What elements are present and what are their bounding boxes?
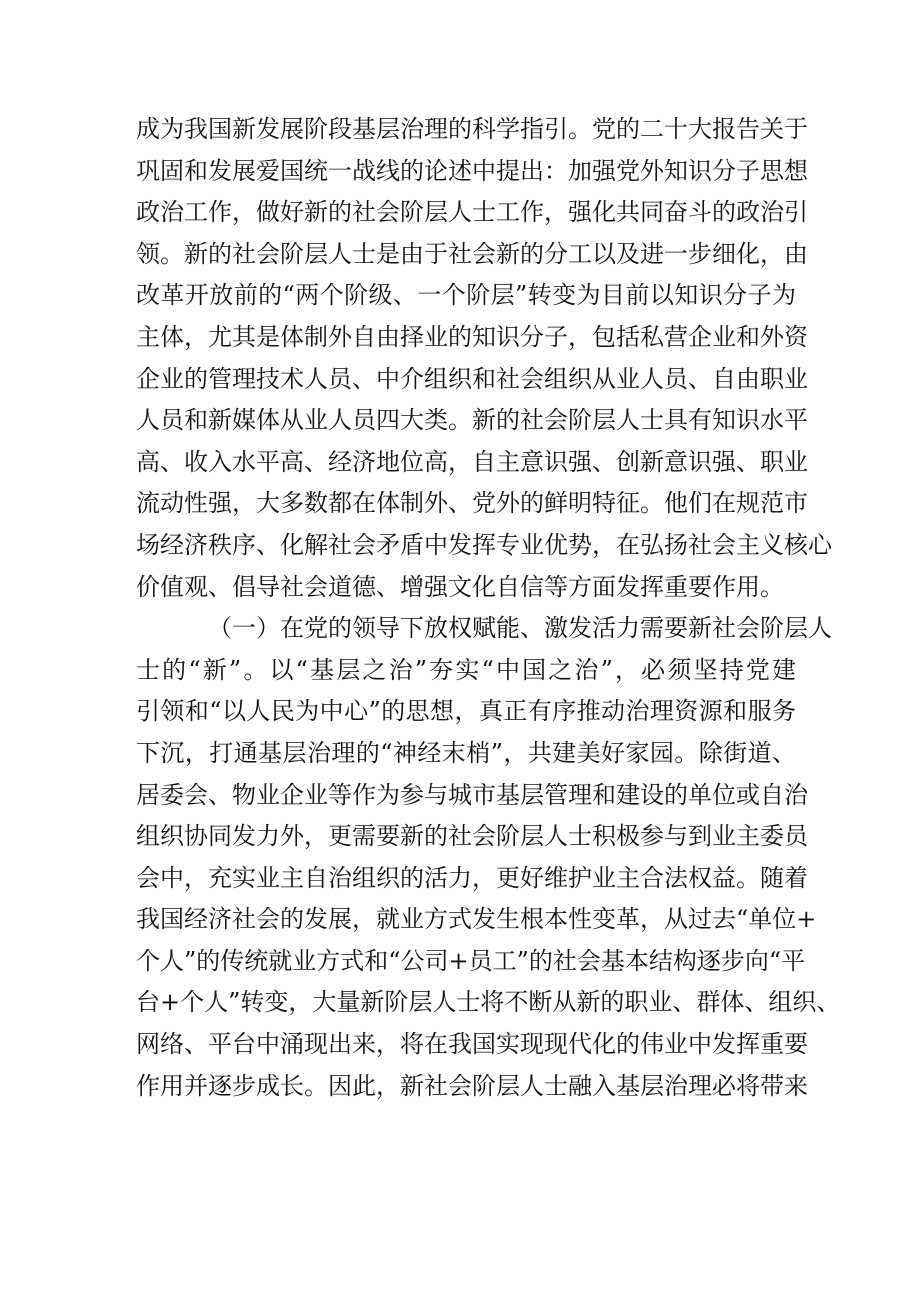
- text-line: 改革开放前的“两个阶级、一个阶层”转变为目前以知识分子为: [136, 281, 796, 310]
- text-line: 会中，充实业主自治组织的活力，更好维护业主合法权益。随着: [136, 863, 808, 892]
- text-line: 主体，尤其是体制外自由择业的知识分子，包括私营企业和外资: [136, 322, 808, 351]
- text-line: 流动性强，大多数都在体制外、党外的鲜明特征。他们在规范市: [136, 489, 808, 518]
- section-heading-line: （一）在党的领导下放权赋能、激发活力需要新社会阶层人: [208, 614, 832, 643]
- text-line: 台+个人”转变，大量新阶层人士将不断从新的职业、群体、组织、: [136, 988, 841, 1017]
- text-line: 网络、平台中涌现出来，将在我国实现现代化的伟业中发挥重要: [136, 1030, 808, 1059]
- paragraph-end-line: 价值观、倡导社会道德、增强文化自信等方面发挥重要作用。: [136, 572, 784, 601]
- text-line: 巩固和发展爱国统一战线的论述中提出：加强党外知识分子思想: [136, 156, 808, 185]
- text-line: 成为我国新发展阶段基层治理的科学指引。党的二十大报告关于: [136, 115, 808, 143]
- body-text: [136, 109, 841, 1107]
- text-line: 人员和新媒体从业人员四大类。新的社会阶层人士具有知识水平: [136, 406, 808, 435]
- text-line: 下沉，打通基层治理的“神经末梢”，共建美好家园。除街道、: [136, 738, 796, 767]
- text-line: 我国经济社会的发展，就业方式发生根本性变革，从过去“单位+: [136, 905, 817, 934]
- text-line: 个人”的传统就业方式和“公司+员工”的社会基本结构逐步向“平: [136, 946, 806, 975]
- text-line: 政治工作，做好新的社会阶层人士工作，强化共同奋斗的政治引: [136, 198, 808, 227]
- text-line: 领。新的社会阶层人士是由于社会新的分工以及进一步细化，由: [136, 239, 808, 268]
- text-line: 士的“新”。以“基层之治”夯实“中国之治”，必须坚持党建: [136, 655, 796, 684]
- text-line: 场经济秩序、化解社会矛盾中发挥专业优势，在弘扬社会主义核心: [136, 530, 832, 559]
- text-line: 居委会、物业企业等作为参与城市基层管理和建设的单位或自治: [136, 780, 808, 809]
- text-line: 组织协同发力外，更需要新的社会阶层人士积极参与到业主委员: [136, 822, 808, 851]
- text-line: 作用并逐步成长。因此，新社会阶层人士融入基层治理必将带来: [136, 1071, 808, 1100]
- text-line: 引领和“以人民为中心”的思想，真正有序推动治理资源和服务: [136, 697, 796, 726]
- text-line: 高、收入水平高、经济地位高，自主意识强、创新意识强、职业: [136, 447, 808, 476]
- text-line: 企业的管理技术人员、中介组织和社会组织从业人员、自由职业: [136, 364, 808, 393]
